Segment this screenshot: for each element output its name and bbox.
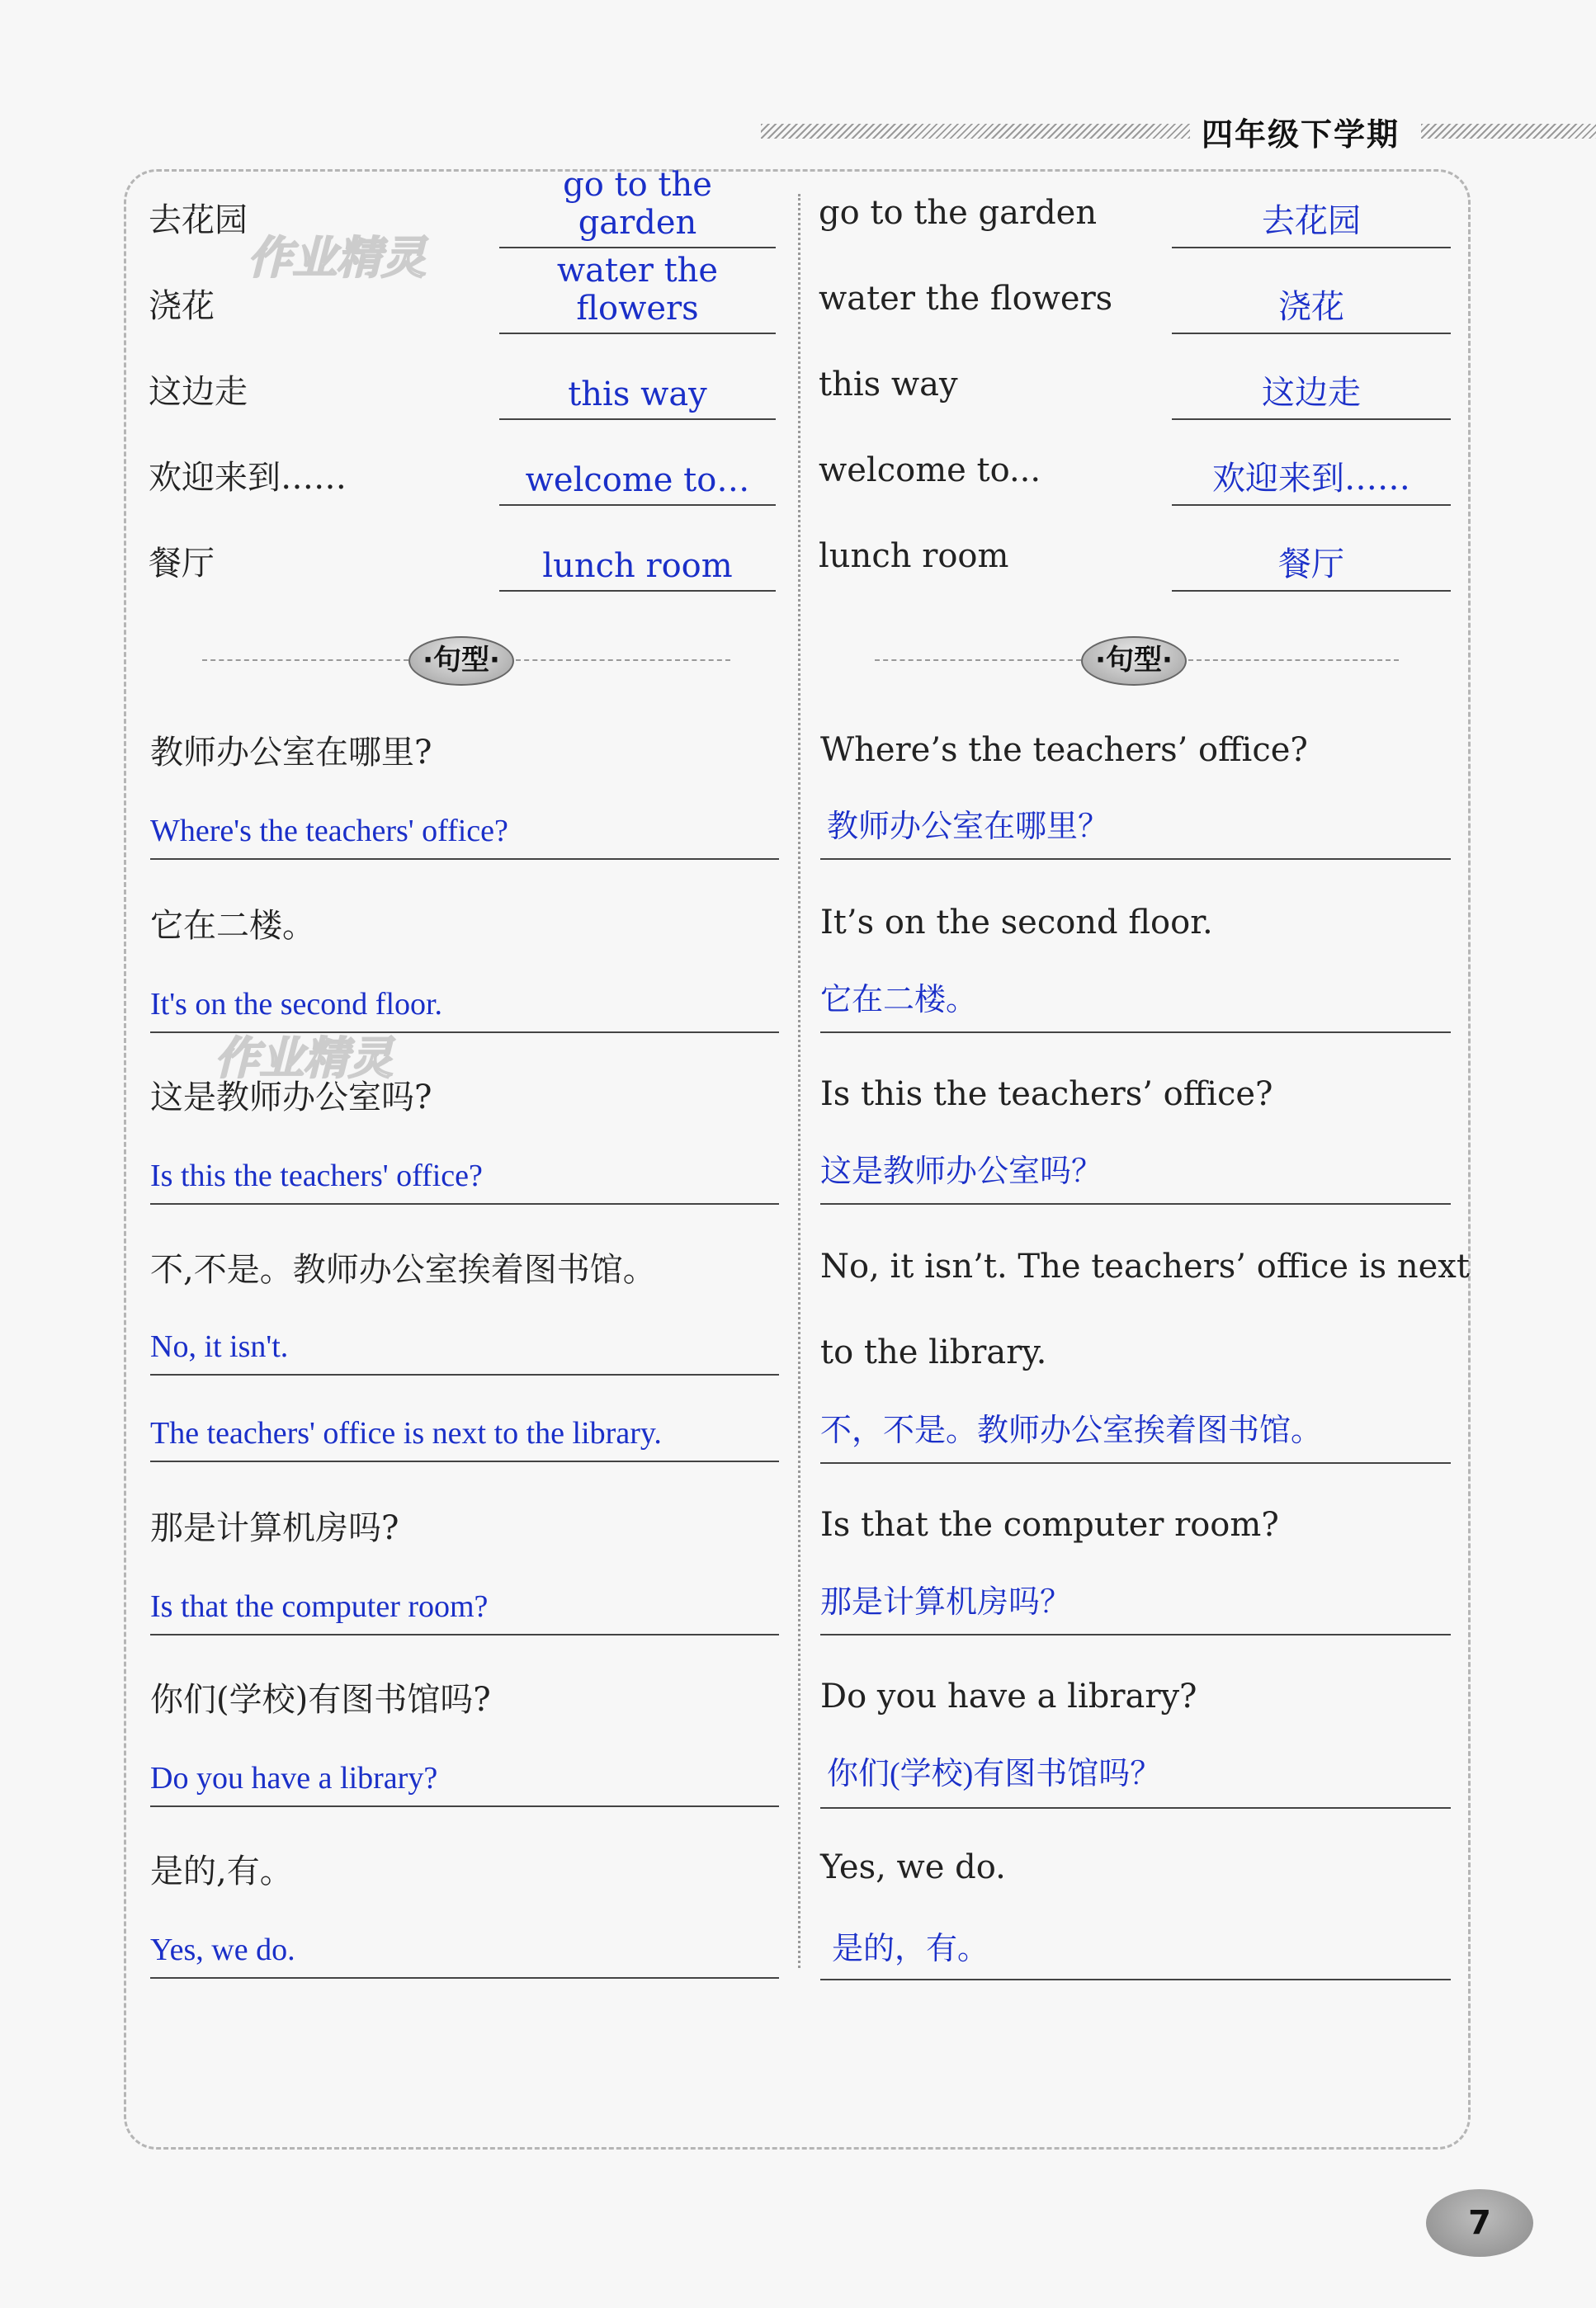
sentence-answer: 那是计算机房吗？ — [820, 1585, 1072, 1620]
vocab-prompt: 这边走 — [149, 373, 248, 411]
sentence-answer: 这是教师办公室吗？ — [820, 1154, 1103, 1189]
section-banner-left — [202, 631, 730, 689]
section-badge: ·句型· — [408, 636, 514, 686]
sentence-prompt: No, it isn’t. The teachers’ office is next — [820, 1248, 1470, 1286]
page-number: 7 — [1426, 2189, 1533, 2257]
sentence-prompt: 这是教师办公室吗? — [150, 1078, 432, 1116]
vocab-prompt: 餐厅 — [149, 545, 215, 583]
answer-line — [150, 1634, 779, 1635]
watermark: 作业精灵 — [248, 232, 426, 284]
sentence-answer: 教师办公室在哪里？ — [827, 809, 1110, 844]
sentence-prompt: 是的,有。 — [150, 1853, 293, 1890]
sentence-answer: 你们(学校)有图书馆吗？ — [827, 1757, 1162, 1791]
answer-line — [820, 1807, 1451, 1809]
vocab-answer: 餐厅 — [1172, 538, 1451, 592]
page-header — [0, 107, 1596, 157]
banner-dash — [875, 659, 1081, 661]
sentence-prompt: Where’s the teachers’ office? — [820, 731, 1308, 769]
sentence-prompt: Yes, we do. — [820, 1848, 1006, 1886]
vocab-prompt: lunch room — [819, 537, 1009, 575]
vocab-prompt: go to the garden — [819, 194, 1098, 232]
banner-dash — [1188, 659, 1399, 661]
vocab-prompt: water the flowers — [819, 280, 1113, 318]
sentence-prompt: Is that the computer room? — [820, 1506, 1279, 1544]
vocab-row — [794, 341, 1462, 427]
vocab-answer: 浇花 — [1172, 281, 1451, 334]
vocab-row — [794, 255, 1462, 341]
banner-dash — [516, 659, 730, 661]
sentence-prompt: 它在二楼。 — [150, 907, 315, 945]
sentence-answer: 是的，有。 — [832, 1932, 989, 1966]
vocab-row — [794, 512, 1462, 598]
vocab-prompt: this way — [819, 366, 958, 404]
vocab-row — [124, 166, 784, 255]
sentence-answer: It's on the second floor. — [150, 987, 443, 1022]
vocab-prompt: 欢迎来到…… — [149, 459, 347, 497]
sentence-prompt: Do you have a library? — [820, 1678, 1197, 1716]
answer-line — [150, 1461, 779, 1462]
vocab-prompt: welcome to... — [819, 451, 1041, 489]
sentence-prompt: 那是计算机房吗? — [150, 1509, 399, 1547]
vocab-answer: 去花园 — [1172, 195, 1451, 248]
header-rule-left — [761, 124, 1190, 139]
answer-line — [150, 1203, 779, 1205]
sentence-prompt: 教师办公室在哪里? — [150, 734, 432, 772]
vocab-row — [124, 341, 784, 427]
answer-line — [820, 1634, 1451, 1635]
answer-line — [820, 1203, 1451, 1205]
sentence-answer: 不，不是。教师办公室挨着图书馆。 — [820, 1414, 1323, 1448]
sentence-answer: The teachers' office is next to the library. — [150, 1416, 662, 1451]
answer-line — [820, 1462, 1451, 1464]
sentence-prompt: to the library. — [820, 1333, 1047, 1371]
banner-dash — [202, 659, 408, 661]
answer-line — [820, 1979, 1451, 1980]
watermark: 作业精灵 — [215, 1032, 393, 1084]
answer-line — [820, 1031, 1451, 1033]
vocab-row — [794, 169, 1462, 255]
answer-line — [150, 858, 779, 860]
section-badge: ·句型· — [1081, 636, 1187, 686]
sentence-answer: Where's the teachers' office? — [150, 814, 508, 848]
answer-line — [150, 1805, 779, 1807]
vocab-row — [794, 427, 1462, 512]
sentence-prompt: 不,不是。教师办公室挨着图书馆。 — [150, 1251, 656, 1289]
grade-title: 四年级下学期 — [1202, 116, 1400, 153]
header-rule-right — [1421, 124, 1596, 139]
vocab-answer: lunch room — [499, 547, 776, 592]
answer-line — [150, 1374, 779, 1376]
sentence-prompt: It’s on the second floor. — [820, 904, 1213, 942]
sentence-prompt: 你们(学校)有图书馆吗? — [150, 1681, 491, 1719]
vocab-answer: 这边走 — [1172, 366, 1451, 420]
vocab-prompt: 去花园 — [149, 201, 248, 239]
vocab-answer: welcome to… — [499, 461, 776, 506]
vocab-answer: 欢迎来到…… — [1172, 452, 1451, 506]
sentence-answer: No, it isn't. — [150, 1329, 289, 1364]
vocab-row — [124, 252, 784, 341]
section-banner-right — [875, 631, 1403, 689]
sentence-answer: Is that the computer room? — [150, 1589, 489, 1624]
vocab-row — [124, 427, 784, 512]
sentence-answer: Yes, we do. — [150, 1933, 295, 1967]
vocab-prompt: 浇花 — [149, 287, 215, 325]
vocab-answer: water the flowers — [499, 252, 776, 334]
vocab-answer: go to the garden — [499, 166, 776, 248]
vocab-row — [124, 512, 784, 598]
sentence-prompt: Is this the teachers’ office? — [820, 1075, 1273, 1113]
sentence-answer: Is this the teachers' office? — [150, 1159, 483, 1193]
sentence-answer: Do you have a library? — [150, 1761, 438, 1796]
sentence-answer: 它在二楼。 — [820, 983, 978, 1017]
vocab-answer: this way — [499, 375, 776, 420]
answer-line — [820, 858, 1451, 860]
answer-line — [150, 1977, 779, 1979]
